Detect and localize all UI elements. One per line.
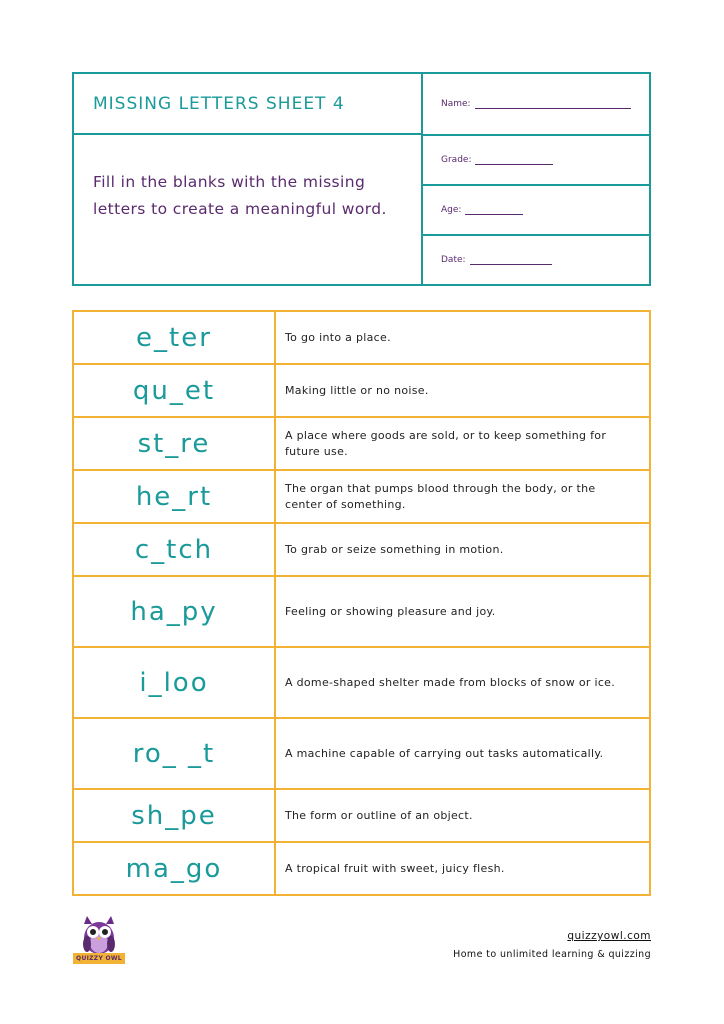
grade-field[interactable] xyxy=(423,136,649,186)
table-row xyxy=(74,524,649,577)
missing-word: e_ter xyxy=(74,312,276,363)
quizzy-owl-logo xyxy=(73,912,125,964)
table-row xyxy=(74,719,649,790)
student-info xyxy=(423,74,649,284)
word-definition: A place where goods are sold, or to keep something for future use. xyxy=(285,428,607,458)
date-label: Date: xyxy=(441,255,466,265)
missing-word: qu_et xyxy=(74,365,276,416)
instructions: Fill in the blanks with the missing letters to create a meaningful word. xyxy=(93,173,387,218)
date-field[interactable] xyxy=(423,236,649,284)
word-definition: A tropical fruit with sweet, juicy flesh. xyxy=(285,861,505,875)
missing-word: he_rt xyxy=(74,471,276,522)
word-definition: Making little or no noise. xyxy=(285,383,429,397)
table-row xyxy=(74,843,649,894)
grade-label: Grade: xyxy=(441,155,472,165)
missing-word: ma_go xyxy=(74,843,276,894)
word-definition: The form or outline of an object. xyxy=(285,808,473,822)
site-link[interactable]: quizzyowl.com xyxy=(567,930,651,942)
name-field[interactable] xyxy=(423,74,649,136)
table-row xyxy=(74,790,649,843)
missing-word: i_loo xyxy=(74,648,276,717)
word-definition: A machine capable of carrying out tasks automatically. xyxy=(285,746,604,760)
table-row xyxy=(74,312,649,365)
missing-word: sh_pe xyxy=(74,790,276,841)
worksheet-header xyxy=(72,72,651,286)
table-row xyxy=(74,471,649,524)
word-definition: Feeling or showing pleasure and joy. xyxy=(285,604,496,618)
logo-text: QUIZZY OWL xyxy=(73,953,125,964)
table-row xyxy=(74,648,649,719)
word-definition: To go into a place. xyxy=(285,330,391,344)
header-left xyxy=(74,74,423,284)
age-field[interactable] xyxy=(423,186,649,236)
name-label: Name: xyxy=(441,99,471,109)
missing-word: ha_py xyxy=(74,577,276,646)
table-row xyxy=(74,365,649,418)
page-title: MISSING LETTERS SHEET 4 xyxy=(74,74,421,135)
tagline: Home to unlimited learning & quizzing xyxy=(453,949,651,960)
date-line xyxy=(470,255,552,265)
missing-word: st_re xyxy=(74,418,276,469)
word-table xyxy=(72,310,651,896)
missing-word: ro_ _t xyxy=(74,719,276,788)
missing-word: c_tch xyxy=(74,524,276,575)
table-row xyxy=(74,577,649,648)
age-line xyxy=(465,205,523,215)
table-row xyxy=(74,418,649,471)
word-definition: A dome-shaped shelter made from blocks of snow or ice. xyxy=(285,675,616,689)
name-line xyxy=(475,99,631,109)
grade-line xyxy=(475,155,553,165)
age-label: Age: xyxy=(441,205,462,215)
word-definition: To grab or seize something in motion. xyxy=(285,542,504,556)
owl-icon xyxy=(73,912,125,956)
word-definition: The organ that pumps blood through the body, or the center of something. xyxy=(285,481,596,511)
